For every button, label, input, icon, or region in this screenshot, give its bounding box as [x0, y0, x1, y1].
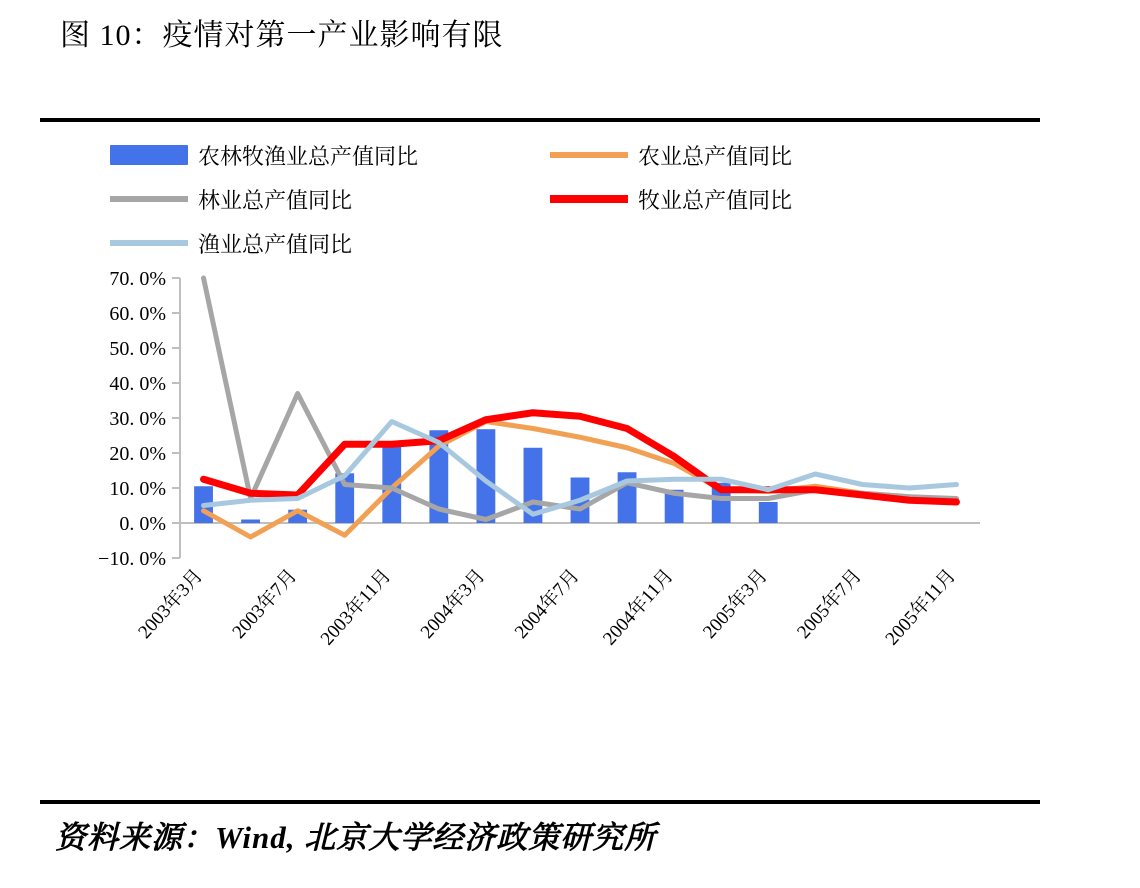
legend-row-1	[110, 140, 870, 170]
x-tick-label: 2005年3月	[699, 565, 772, 643]
legend-label-agriculture: 农业总产值同比	[638, 143, 793, 169]
chart-bar	[241, 520, 260, 524]
legend-label-livestock: 牧业总产值同比	[638, 187, 793, 213]
x-tick-label: 2005年7月	[793, 565, 867, 643]
chart-bar	[759, 502, 778, 523]
y-tick-label: 10. 0%	[109, 478, 166, 500]
x-tick-label: 2003年7月	[228, 565, 302, 643]
legend-swatch-bar	[110, 145, 188, 165]
x-tick-label: 2004年7月	[510, 565, 584, 643]
y-tick-label: 60. 0%	[109, 303, 166, 325]
legend-swatch-fishery	[110, 240, 188, 246]
y-tick-label: −10. 0%	[98, 548, 166, 570]
legend-swatch-livestock	[550, 195, 628, 203]
source-note	[55, 812, 656, 857]
legend-row-3	[110, 228, 870, 258]
x-tick-label: 2005年11月	[881, 565, 961, 650]
source-prefix: 资料来源：	[55, 820, 215, 855]
legend-item-fishery	[110, 228, 550, 259]
y-tick-label: 0. 0%	[119, 513, 166, 535]
top-divider	[40, 118, 1040, 122]
chart-plot-area	[40, 268, 1040, 688]
y-tick-label: 30. 0%	[109, 408, 166, 430]
legend-item-livestock	[550, 184, 792, 215]
source-rest: 北京大学经济政策研究所	[295, 820, 657, 855]
source-wind: Wind,	[215, 820, 296, 855]
x-tick-label: 2003年3月	[134, 565, 208, 643]
bottom-divider	[40, 800, 1040, 804]
y-tick-label: 40. 0%	[109, 373, 166, 395]
legend-label-bar: 农林牧渔业总产值同比	[198, 143, 419, 169]
legend-label-fishery: 渔业总产值同比	[198, 231, 353, 257]
y-tick-label: 20. 0%	[109, 443, 166, 465]
y-tick-label: 70. 0%	[109, 268, 166, 290]
y-tick-label: 50. 0%	[109, 338, 166, 360]
chart-svg	[40, 268, 1040, 688]
legend-item-agriculture	[550, 140, 792, 171]
legend-swatch-agriculture	[550, 152, 628, 158]
legend-item-bar	[110, 140, 550, 171]
legend-row-2	[110, 184, 870, 214]
legend-item-forestry	[110, 184, 550, 215]
chart-legend	[110, 140, 870, 272]
page-title: 图 10：疫情对第一产业影响有限	[60, 19, 504, 52]
x-tick-label: 2004年3月	[416, 565, 490, 643]
legend-swatch-forestry	[110, 196, 188, 202]
legend-label-forestry: 林业总产值同比	[198, 187, 353, 213]
x-tick-label: 2004年11月	[599, 565, 678, 650]
x-tick-label: 2003年11月	[316, 565, 396, 650]
